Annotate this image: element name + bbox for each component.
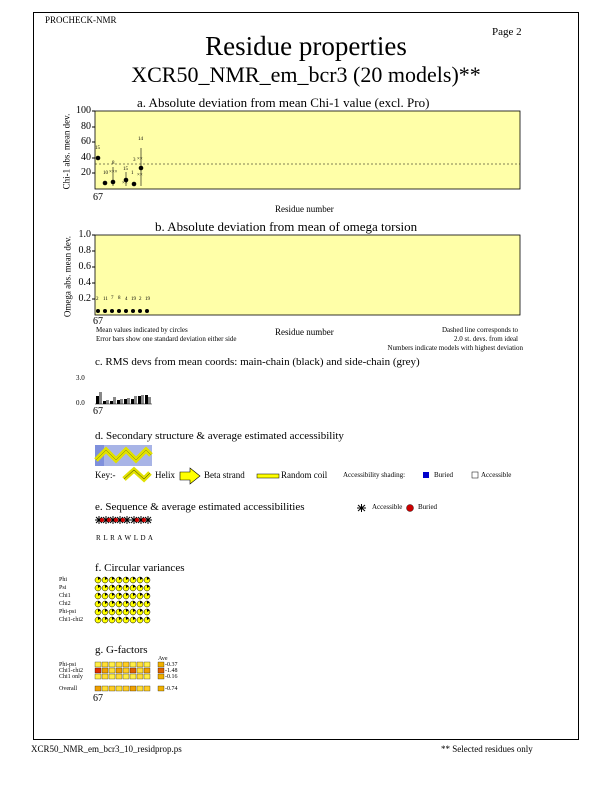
cv-row-label: Chi1-chi2 — [59, 617, 83, 623]
page-subtitle: XCR50_NMR_em_bcr3 (20 models)** — [131, 62, 481, 87]
gfactor-row-label: Chi1-chi2 — [59, 668, 83, 674]
gfactor-cell — [137, 686, 143, 691]
svg-text:××: ×× — [122, 181, 128, 186]
panel-b-start-residue: 67 — [93, 316, 103, 327]
key-strand-label: Beta strand — [204, 470, 245, 480]
panel-a-model-label: 15 — [123, 167, 128, 172]
accessibility-shading-label: Accessibility shading: — [343, 471, 406, 479]
page-number: Page 2 — [492, 26, 522, 38]
cv-row-label: Phi — [59, 577, 68, 583]
cv-row-label: Chi1 — [59, 593, 71, 599]
key-coil-label: Random coil — [281, 470, 328, 480]
page-title: Residue properties — [205, 31, 407, 61]
legend-accessible-label: Accessible — [372, 503, 403, 511]
gfactor-cell — [109, 668, 115, 673]
gfactor-cell — [144, 662, 150, 667]
panel-a-start-residue: 67 — [93, 192, 103, 203]
gfactor-cell — [144, 668, 150, 673]
gfactor-ave-value: -0.37 — [165, 662, 178, 668]
gfactor-ave-value: -0.74 — [165, 686, 178, 692]
sequence-text: R L R A W L D A — [96, 534, 154, 542]
gfactor-ave-header: Ave — [158, 656, 168, 662]
panel-a-ytick: 60 — [81, 136, 91, 147]
panel-d-title: d. Secondary structure & average estimated accessibility — [95, 430, 344, 442]
key-helix-label: Helix — [155, 470, 175, 480]
panel-b-ytick: 0.4 — [78, 277, 91, 288]
panel-b-ytick: 0.8 — [78, 245, 91, 256]
panel-b-ytick: 0.2 — [78, 293, 91, 304]
panel-b-ylabel: Omega abs. mean dev. — [62, 235, 73, 318]
panel-b-model-label: 8 — [118, 296, 121, 301]
panel-a-model-label: 10 — [103, 171, 108, 176]
key-label: Key:- — [95, 470, 116, 480]
gfactor-cell — [95, 668, 101, 673]
panel-a-ytick: 40 — [81, 152, 91, 163]
gfactor-cell — [95, 674, 101, 679]
gfactor-cell — [102, 668, 108, 673]
panel-a-model-label: 14 — [138, 137, 143, 142]
panel-b-title: b. Absolute deviation from mean of omega torsion — [155, 219, 418, 234]
panel-c-ytick: 0.0 — [76, 399, 85, 407]
svg-text:××: ×× — [137, 173, 143, 178]
gfactor-cell — [116, 662, 122, 667]
gfactor-cell — [109, 662, 115, 667]
gfactor-cell — [95, 686, 101, 691]
panel-a-ytick: 100 — [76, 105, 91, 116]
gfactor-cell — [137, 662, 143, 667]
gfactor-cell — [123, 668, 129, 673]
panel-b-ytick: 1.0 — [78, 229, 91, 240]
gfactor-cell — [130, 674, 136, 679]
panel-b-model-label: 2 — [96, 297, 99, 302]
panel-b-model-label: 19 — [145, 297, 150, 302]
gfactor-ave-cell — [158, 686, 164, 691]
panel-c-start-residue: 67 — [93, 406, 103, 417]
panel-b-xlabel: Residue number — [275, 327, 334, 337]
panel-g-title: g. G-factors — [95, 644, 148, 656]
panel-f-title: f. Circular variances — [95, 562, 185, 574]
panel-b-note-left: Mean values indicated by circles — [96, 326, 188, 334]
panel-b-ytick: 0.6 — [78, 261, 91, 272]
gfactor-cell — [95, 662, 101, 667]
gfactor-cell — [109, 686, 115, 691]
gfactor-row-label: Overall — [59, 686, 77, 692]
panel-c-ytick: 3.0 — [76, 374, 85, 382]
gfactor-cell — [116, 668, 122, 673]
panel-b-model-label: 4 — [125, 297, 128, 302]
panel-b-model-label: 11 — [103, 297, 108, 302]
gfactor-cell — [102, 662, 108, 667]
cv-row-label: Chi2 — [59, 601, 71, 607]
gfactor-cell — [137, 668, 143, 673]
panel-b-model-label: 19 — [131, 297, 136, 302]
gfactor-cell — [144, 674, 150, 679]
gfactor-cell — [116, 686, 122, 691]
cv-row-label: Phi-psi — [59, 609, 77, 615]
legend-buried-label: Buried — [418, 503, 438, 511]
gfactor-ave-cell — [158, 662, 164, 667]
svg-text:×××: ××× — [109, 170, 118, 175]
cv-row-label: Psi — [59, 585, 67, 591]
footer-note: ** Selected residues only — [441, 744, 533, 754]
panel-a-model-label: 15 — [95, 146, 100, 151]
panel-b-model-label: 2 — [139, 297, 142, 302]
gfactor-ave-value: -1.48 — [165, 668, 178, 674]
panel-a-model-label: 1 — [131, 171, 134, 176]
gfactor-cell — [130, 668, 136, 673]
gfactor-cell — [116, 674, 122, 679]
svg-text:××: ×× — [137, 157, 143, 162]
gfactor-cell — [130, 686, 136, 691]
panel-a-xlabel: Residue number — [275, 204, 334, 214]
gfactor-ave-cell — [158, 668, 164, 673]
gfactor-row-label: Phi-psi — [59, 662, 77, 668]
panel-b-note-left: Error bars show one standard deviation either side — [96, 335, 237, 343]
panel-b-note-right: Dashed line corresponds to — [441, 326, 518, 334]
panel-c-title: c. RMS devs from mean coords: main-chain (black) and side-chain (grey) — [95, 356, 420, 368]
gfactor-cell — [130, 662, 136, 667]
panel-b-model-label: 7 — [111, 296, 114, 301]
buried-label: Buried — [434, 471, 454, 479]
footer-filename: XCR50_NMR_em_bcr3_10_residprop.ps — [31, 744, 182, 754]
panel-b-note-right: 2.0 st. devs. from ideal — [454, 335, 518, 343]
gfactor-cell — [102, 674, 108, 679]
panel-a-ytick: 80 — [81, 121, 91, 132]
gfactor-cell — [123, 674, 129, 679]
gfactor-cell — [144, 686, 150, 691]
gfactor-row-label: Chi1 only — [59, 674, 83, 680]
panel-e-title: e. Sequence & average estimated accessibilities — [95, 501, 305, 513]
panel-a-title: a. Absolute deviation from mean Chi-1 value (excl. Pro) — [137, 95, 430, 110]
panel-a-model-label: 8 — [112, 161, 115, 166]
gfactor-cell — [137, 674, 143, 679]
gfactor-cell — [123, 686, 129, 691]
panel-g-start-residue: 67 — [93, 693, 103, 704]
gfactor-cell — [102, 686, 108, 691]
panel-a-model-label: 3 — [133, 158, 136, 163]
gfactor-ave-cell — [158, 674, 164, 679]
program-name: PROCHECK-NMR — [45, 15, 117, 25]
gfactor-cell — [123, 662, 129, 667]
panel-b-note-right: Numbers indicate models with highest deviation — [387, 344, 523, 352]
accessible-label: Accessible — [481, 471, 512, 479]
gfactor-cell — [109, 674, 115, 679]
panel-a-ytick: 20 — [81, 167, 91, 178]
gfactor-ave-value: -0.16 — [165, 674, 178, 680]
panel-a-ylabel: Chi-1 abs. mean dev. — [61, 113, 72, 190]
